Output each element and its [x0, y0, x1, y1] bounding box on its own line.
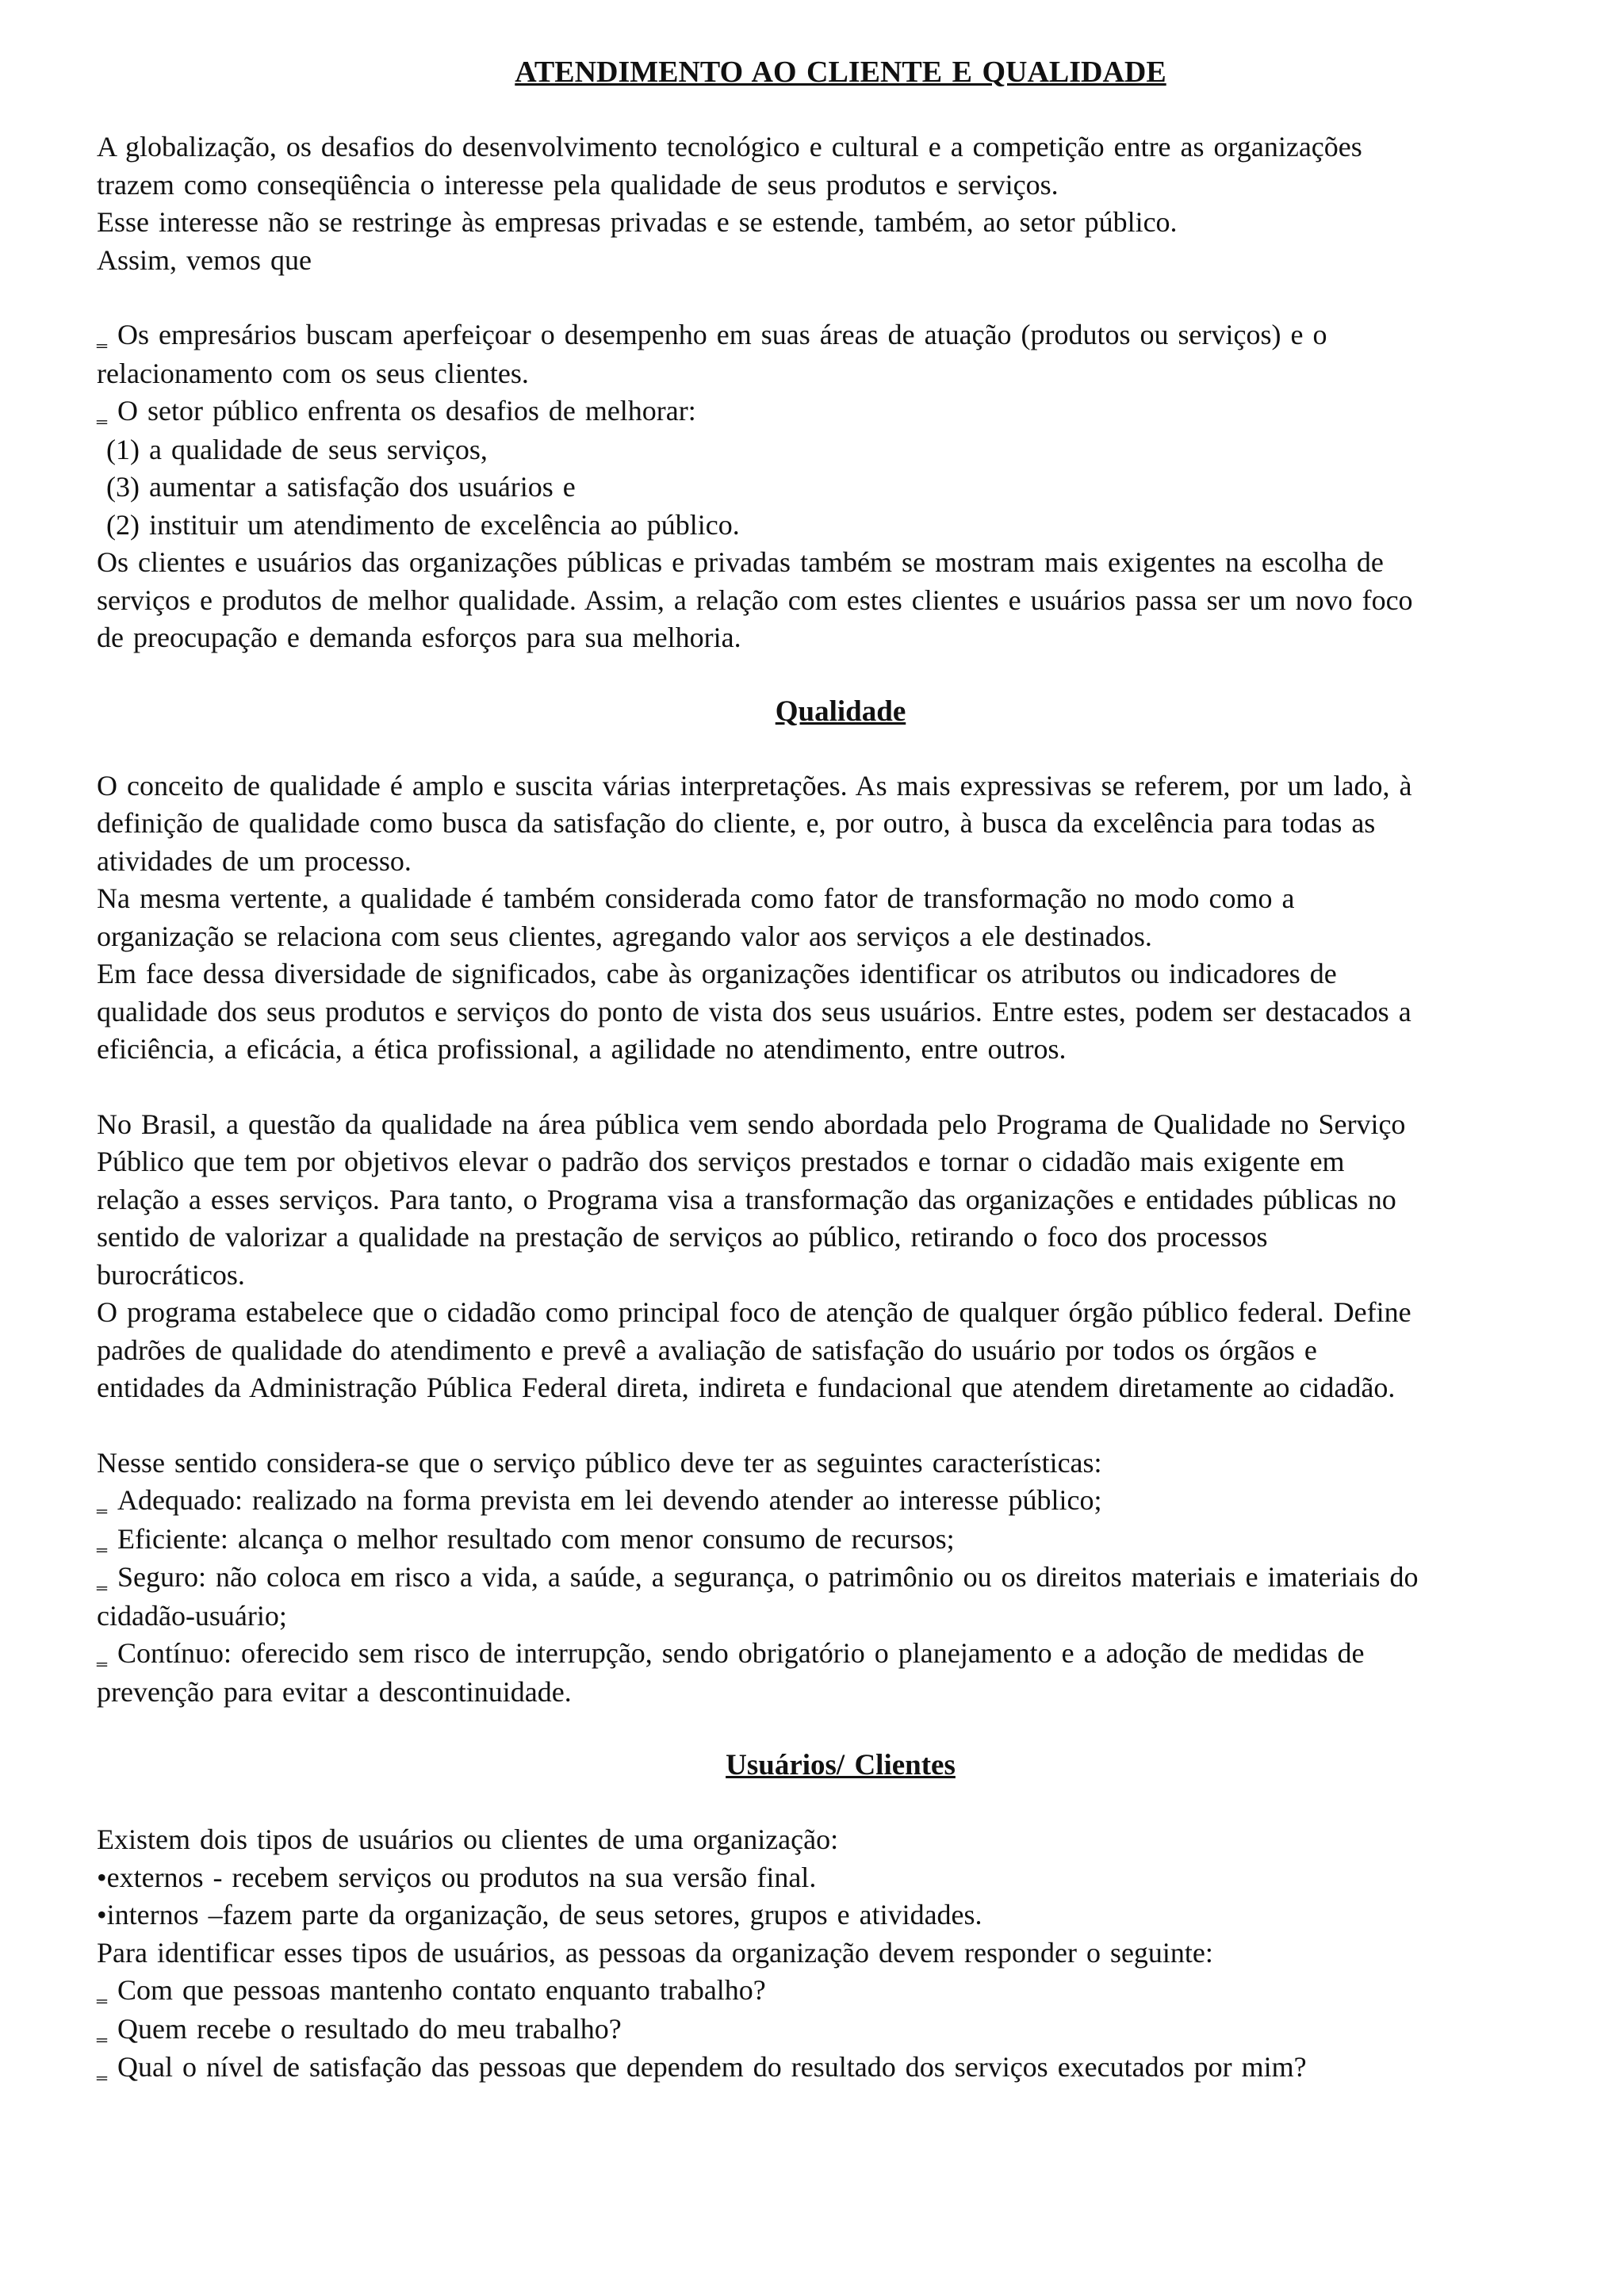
text-line: organização se relaciona com seus clientes, agregando valor aos serviços a ele destinados. — [97, 920, 1152, 952]
numbered-item: (1) a qualidade de seus serviços, — [97, 433, 488, 465]
quality-paragraph-3 — [97, 1445, 1561, 1712]
dash-marker: ‗ — [97, 2057, 107, 2080]
quality-paragraph-1 — [97, 767, 1561, 1069]
list-item: ‗ Quem recebe o resultado do meu trabalho? — [97, 2011, 1561, 2049]
text-line: sentido de valorizar a qualidade na prestação de serviços ao público, retirando o foco dos processos — [97, 1221, 1268, 1253]
dash-marker: ‗ — [97, 400, 107, 423]
intro-paragraph — [97, 128, 1561, 279]
text-line: Na mesma vertente, a qualidade é também considerada como fator de transformação no modo como a — [97, 882, 1295, 914]
spacer — [97, 1069, 1561, 1106]
text-line: serviços e produtos de melhor qualidade. Assim, a relação com estes clientes e usuários passa ser um novo foco — [97, 584, 1413, 616]
numbered-item: (2) instituir um atendimento de excelência ao público. — [97, 508, 740, 541]
text-line: definição de qualidade como busca da satisfação do cliente, e, por outro, à busca da excelência para todas as — [97, 807, 1376, 839]
quality-paragraph-2 — [97, 1106, 1561, 1407]
list-item: ‗ Qual o nível de satisfação das pessoas que dependem do resultado dos serviços executados por mim? — [97, 2049, 1561, 2087]
text-line: Em face dessa diversidade de significados, cabe às organizações identificar os atributos ou indicadores de — [97, 958, 1337, 989]
text-line: Existem dois tipos de usuários ou clientes de uma organização: — [97, 1823, 839, 1855]
text-line: Para identificar esses tipos de usuários, as pessoas da organização devem responder o seguinte: — [97, 1936, 1213, 1969]
dash-marker: ‗ — [97, 1567, 107, 1590]
text-line: burocráticos. — [97, 1258, 245, 1291]
users-paragraph — [97, 1821, 1561, 2087]
bullet-item: •internos –fazem parte da organização, de seus setores, grupos e atividades. — [97, 1899, 982, 1931]
section-heading-quality: Qualidade — [775, 695, 906, 728]
list-item: ‗ Contínuo: oferecido sem risco de interrupção, sendo obrigatório o planejamento e a adoção de medidas de — [97, 1635, 1561, 1674]
text-line: cidadão-usuário; — [97, 1599, 287, 1632]
spacer — [97, 1407, 1561, 1445]
spacer — [97, 279, 1561, 316]
text-line: O programa estabelece que o cidadão como principal foco de atenção de qualquer órgão público federal. Define — [97, 1296, 1411, 1328]
text-line: de preocupação e demanda esforços para sua melhoria. — [97, 622, 741, 653]
text-line: eficiência, a eficácia, a ética profissional, a agilidade no atendimento, entre outros. — [97, 1033, 1067, 1065]
intro-list — [97, 316, 1561, 657]
text-line: Assim, vemos que — [97, 243, 312, 276]
text-line: relação a esses serviços. Para tanto, o Programa visa a transformação das organizações e entidades públicas no — [97, 1183, 1396, 1215]
text-line: No Brasil, a questão da qualidade na área pública vem sendo abordada pelo Programa de Qualidade no Serviço — [97, 1108, 1406, 1140]
text-line: prevenção para evitar a descontinuidade. — [97, 1675, 572, 1708]
text-line: atividades de um processo. — [97, 844, 412, 877]
text-line: relacionamento com os seus clientes. — [97, 357, 529, 389]
text-line: padrões de qualidade do atendimento e prevê a avaliação de satisfação do usuário por todos os órgãos e — [97, 1334, 1317, 1366]
numbered-item: (3) aumentar a satisfação dos usuários e — [97, 471, 576, 503]
text-line: Público que tem por objetivos elevar o padrão dos serviços prestados e tornar o cidadão mais exigente em — [97, 1146, 1345, 1177]
text-line: trazem como conseqüência o interesse pela qualidade de seus produtos e serviços. — [97, 168, 1059, 201]
text-line: qualidade dos seus produtos e serviços do ponto de vista dos seus usuários. Entre estes, podem ser destacados a — [97, 995, 1411, 1027]
list-item: ‗ Eficiente: alcança o melhor resultado com menor consumo de recursos; — [97, 1521, 1561, 1559]
text-line: entidades da Administração Pública Federal direta, indireta e fundacional que atendem diretamente ao cidadão. — [97, 1372, 1396, 1403]
list-item: ‗ Os empresários buscam aperfeiçoar o desempenho em suas áreas de atuação (produtos ou serviços) e o — [97, 316, 1561, 355]
text-line: Esse interesse não se restringe às empresas privadas e se estende, também, ao setor público. — [97, 206, 1178, 238]
dash-marker: ‗ — [97, 1490, 107, 1513]
text-line: Nesse sentido considera-se que o serviço público deve ter as seguintes características: — [97, 1446, 1102, 1479]
list-item: ‗ O setor público enfrenta os desafios de melhorar: — [97, 392, 1561, 431]
bullet-item: •externos - recebem serviços ou produtos na sua versão final. — [97, 1861, 817, 1893]
text-line: A globalização, os desafios do desenvolvimento tecnológico e cultural e a competição entre as organizações — [97, 131, 1362, 163]
dash-marker: ‗ — [97, 1643, 107, 1666]
document-title: ATENDIMENTO AO CLIENTE E QUALIDADE — [515, 55, 1166, 89]
text-line: O conceito de qualidade é amplo e suscita várias interpretações. As mais expressivas se referem, por um lado, à — [97, 769, 1412, 802]
dash-marker: ‗ — [97, 324, 107, 347]
dash-marker: ‗ — [97, 2018, 107, 2042]
list-item: ‗ Adequado: realizado na forma prevista em lei devendo atender ao interesse público; — [97, 1482, 1561, 1521]
dash-marker: ‗ — [97, 1528, 107, 1552]
text-line: Os clientes e usuários das organizações públicas e privadas também se mostram mais exigentes na escolha de — [97, 546, 1384, 578]
list-item: ‗ Seguro: não coloca em risco a vida, a saúde, a segurança, o patrimônio ou os direitos materiais e imateriais do — [97, 1559, 1561, 1598]
section-heading-users: Usuários/ Clientes — [726, 1749, 956, 1781]
list-item: ‗ Com que pessoas mantenho contato enquanto trabalho? — [97, 1972, 1561, 2011]
dash-marker: ‗ — [97, 1980, 107, 2003]
